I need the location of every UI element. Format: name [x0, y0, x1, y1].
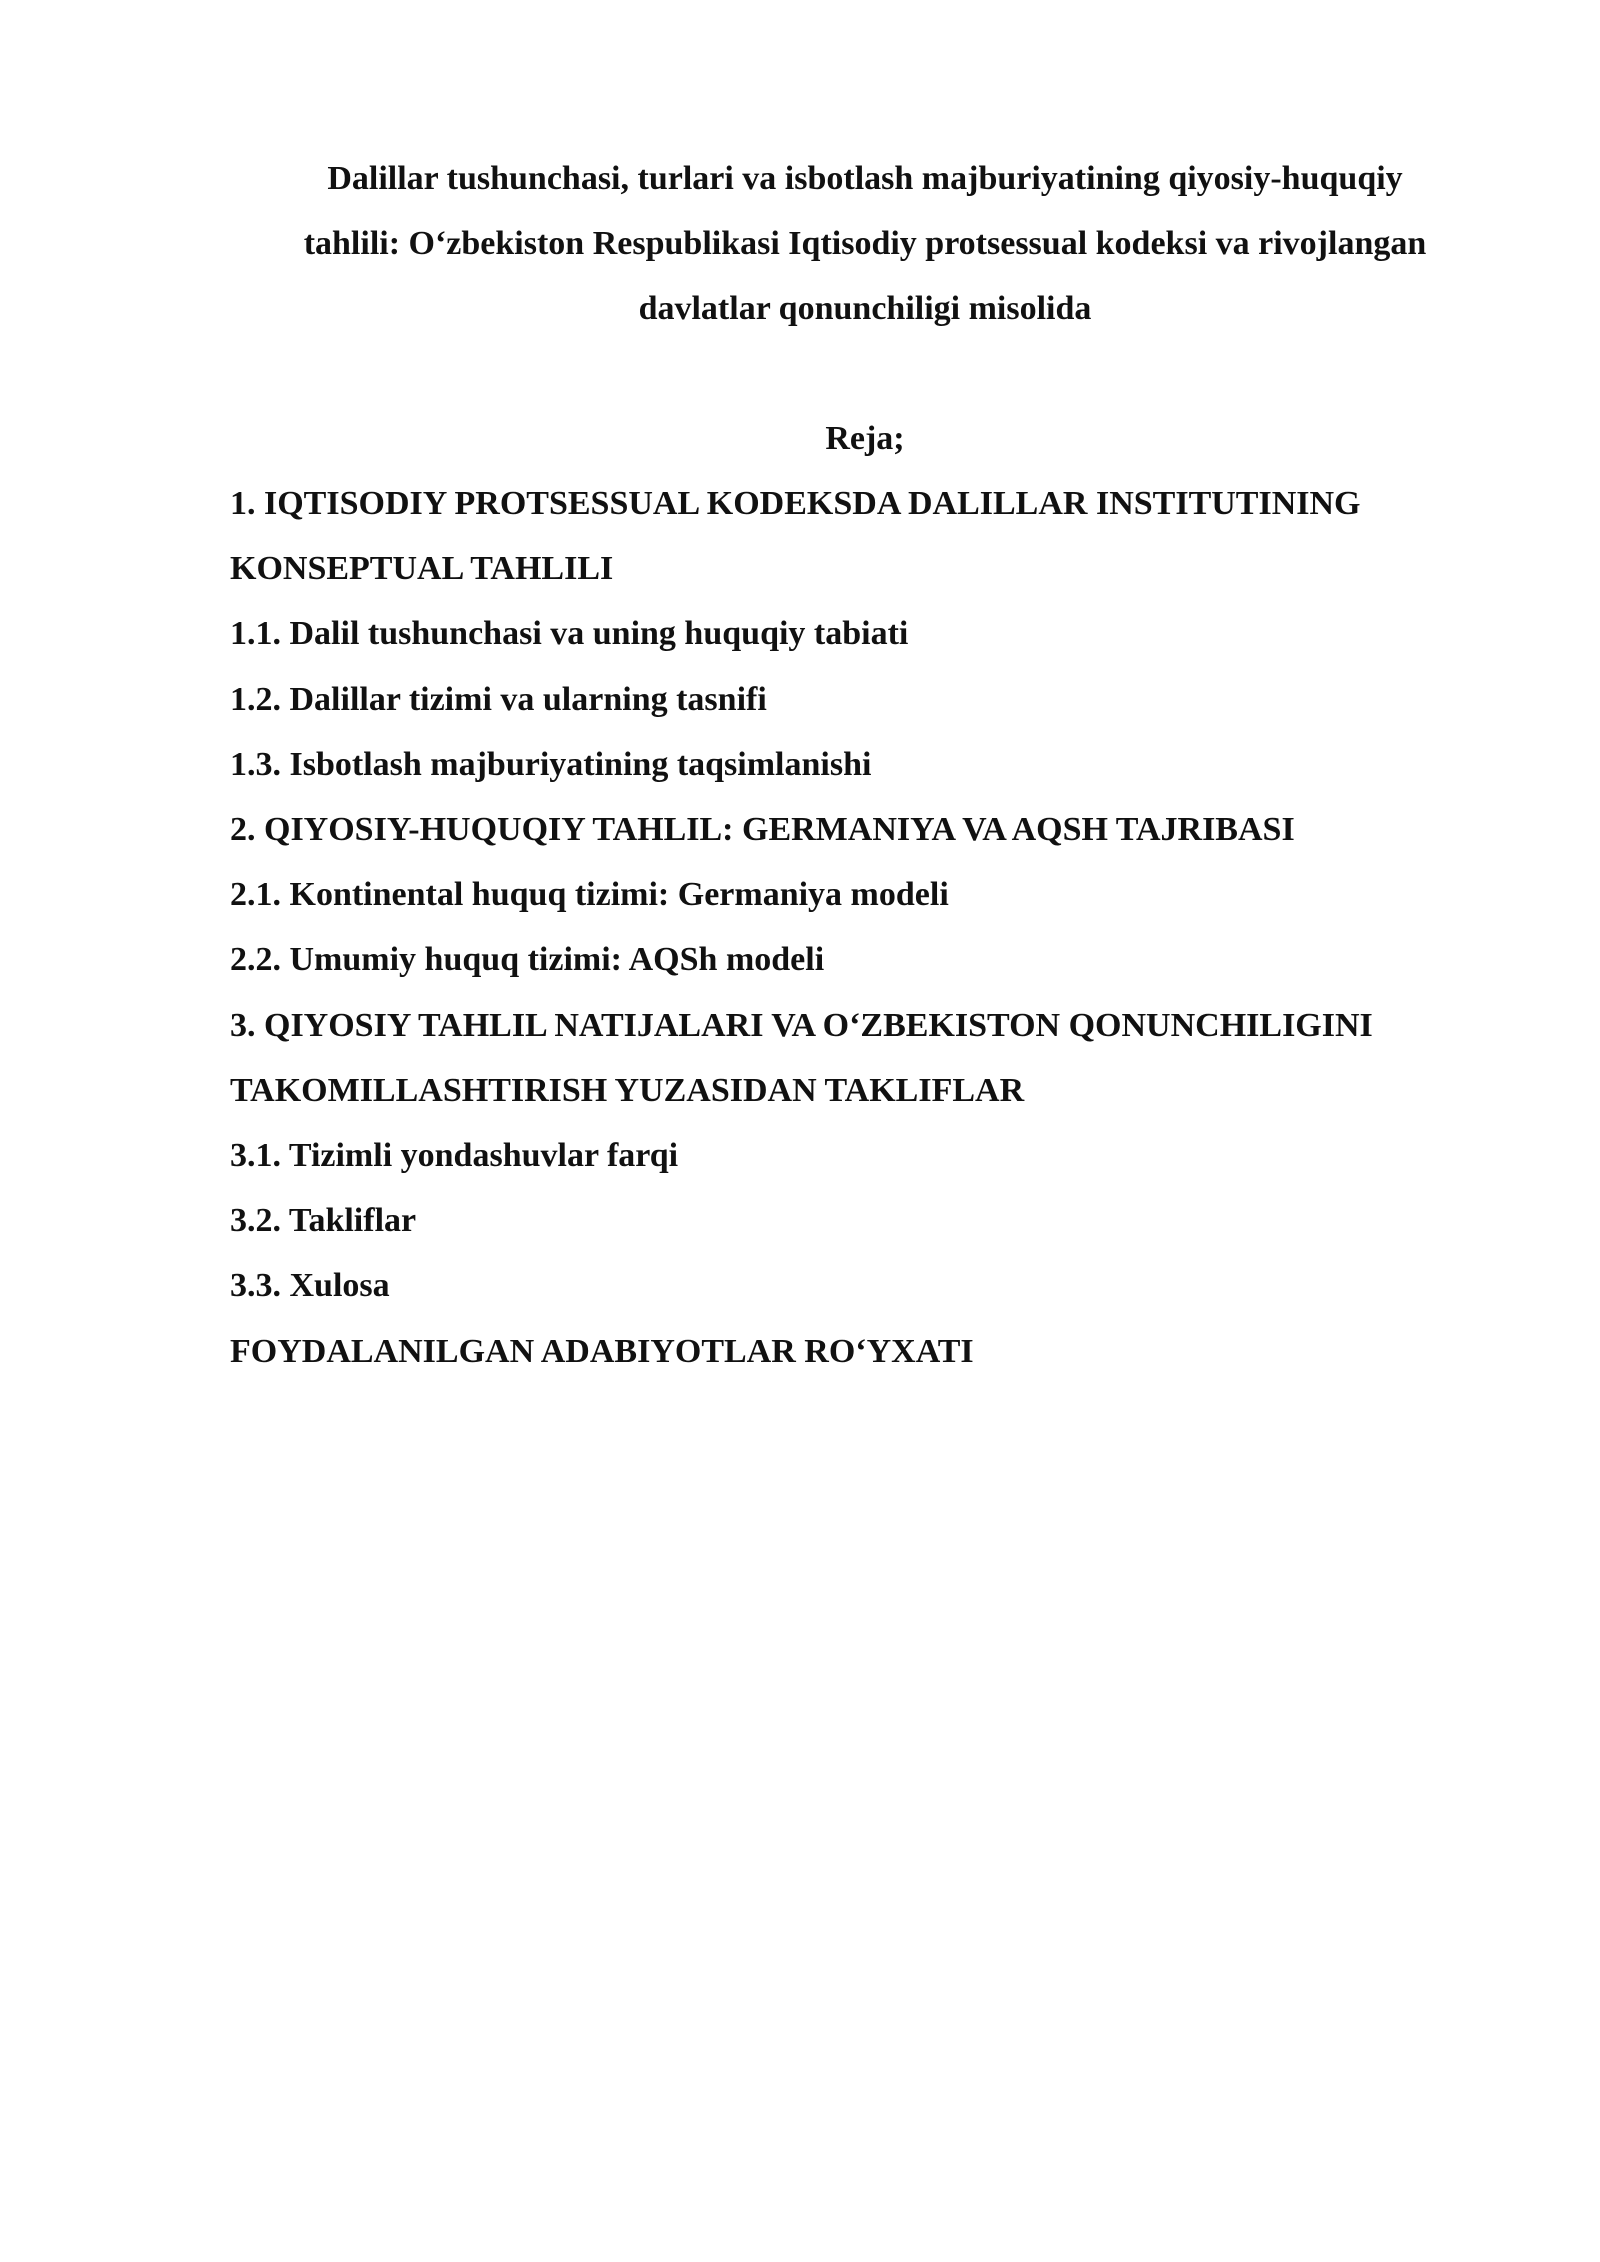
- toc-item-line: 2. QIYOSIY-HUQUQIY TAHLIL: GERMANIYA VA AQSH TAJRIBASI: [230, 811, 1295, 849]
- toc-item-line: 1.3. Isbotlash majburiyatining taqsimlanishi: [230, 745, 872, 783]
- toc-item-1: [230, 471, 1530, 601]
- title-line: tahlili: O‘zbekiston Respublikasi Iqtisodiy protsessual kodeksi va rivojlangan: [303, 225, 1427, 262]
- toc-item-line: 2.2. Umumiy huquq tizimi: AQSh modeli: [230, 941, 825, 979]
- title-line: davlatlar qonunchiligi misolida: [638, 290, 1092, 327]
- toc-item-line: TAKOMILLASHTIRISH YUZASIDAN TAKLIFLAR: [230, 1071, 1025, 1109]
- toc-item-1-3: [230, 732, 1530, 797]
- toc-item-line: FOYDALANILGAN ADABIYOTLAR RO‘YXATI: [230, 1332, 974, 1370]
- toc-item-line: 2.1. Kontinental huquq tizimi: Germaniya modeli: [230, 876, 949, 914]
- toc-item-references: [230, 1319, 1530, 1384]
- toc-item-1-2: [230, 667, 1530, 732]
- toc-item-line: 1.1. Dalil tushunchasi va uning huquqiy tabiati: [230, 615, 909, 653]
- plan-heading: Reja;: [825, 420, 905, 457]
- toc-item-2: [230, 797, 1530, 862]
- toc-item-line: 3.1. Tizimli yondashuvlar farqi: [230, 1137, 679, 1175]
- toc-item-3-3: [230, 1253, 1530, 1318]
- toc-item-line: 3. QIYOSIY TAHLIL NATIJALARI VA O‘ZBEKISTON QONUNCHILIGINI: [230, 1006, 1373, 1044]
- toc-item-line: 3.3. Xulosa: [230, 1267, 390, 1305]
- toc-item-3: [230, 993, 1530, 1123]
- title-line: Dalillar tushunchasi, turlari va isbotlash majburiyatining qiyosiy-huquqiy: [327, 160, 1403, 197]
- toc-item-line: 1. IQTISODIY PROTSESSUAL KODEKSDA DALILLAR INSTITUTINING: [230, 485, 1361, 522]
- document-title: [200, 146, 1530, 341]
- toc-item-3-2: [230, 1188, 1530, 1253]
- toc-item-line: 3.2. Takliflar: [230, 1202, 417, 1240]
- toc-item-2-2: [230, 927, 1530, 992]
- toc-item-line: KONSEPTUAL TAHLILI: [230, 550, 614, 588]
- toc-item-line: 1.2. Dalillar tizimi va ularning tasnifi: [230, 680, 767, 718]
- toc-item-2-1: [230, 862, 1530, 927]
- toc-item-1-1: [230, 601, 1530, 666]
- table-of-contents: [230, 471, 1530, 1384]
- toc-item-3-1: [230, 1123, 1530, 1188]
